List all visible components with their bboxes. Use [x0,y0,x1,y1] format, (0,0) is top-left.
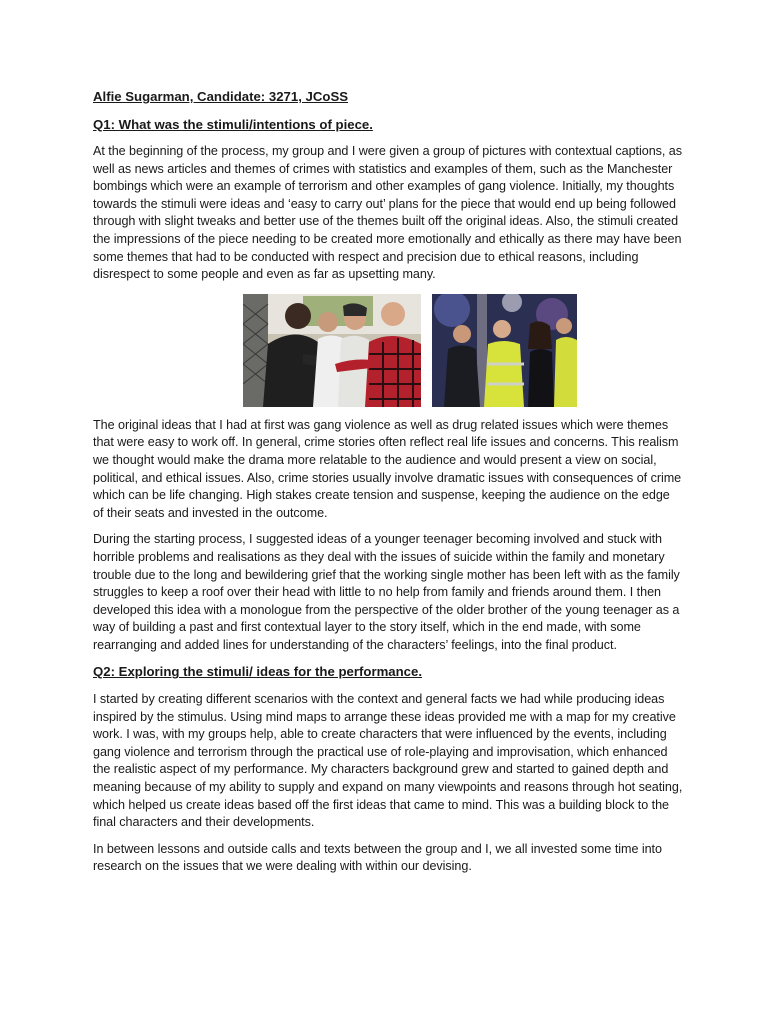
stimulus-images [93,294,683,407]
document-page [93,88,683,885]
author-line: Alfie Sugarman, Candidate: 3271, JCoSS [93,89,349,104]
gang-confrontation-photo [243,294,421,407]
q1-paragraph: At the beginning of the process, my group and I were given a group of pictures with contextual captions, as well as news articles and themes of crimes with statistics and examples of them, such as the Manchester bombings which were an example of terrorism and other examples of gang violence. Initially, my thoughts towards the stimuli were ideas and ‘easy to carry out’ plans for the piece that would end up being followed through with slight tweaks and better use of the themes built off the original ideas. Also, the stimuli created the impressions of the piece needing to be created more emotionally and ethically as there may have been some themes that had to be conducted with respect and precision due to ethical reasons, including disrespect to some people and even as far as upsetting many. [93,144,683,282]
q1-paragraph: During the starting process, I suggested ideas of a younger teenager becoming involved and stuck with horrible problems and realisations as they deal with the issues of suicide within the family and monetary trouble due to the long and bewildering grief that the working single mother has been left with as the family struggles to keep a roof over their head with little to no help from family and friends around them. I then developed this idea with a monologue from the perspective of the older brother of the young teenager as a way of building a past and first contextual layer to the story itself, which in the end made, with some rearranging and added lines for understanding of the characters’ feelings, into the final product. [93,532,680,652]
emergency-responders-photo [432,294,577,407]
q1-heading: Q1: What was the stimuli/intentions of piece. [93,116,373,132]
q1-paragraph: The original ideas that I had at first was gang violence as well as drug related issues which were themes that were easy to work off. In general, crime stories often reflect real life issues and concerns. This realism we thought would make the drama more relatable to the audience and would present a view on social, political, and ethical issues. Also, crime stories usually involve dramatic issues with consequences of crime which can be life changing. High stakes create tension and suspense, keeping the audience on the edge of their seats and invested in the outcome. [93,417,682,520]
q2-paragraph: I started by creating different scenarios with the context and general facts we had while producing ideas inspired by the stimulus. Using mind maps to arrange these ideas provided me with a map for my creative work. I was, with my groups help, able to create characters that were influenced by the events, including gang violence and terrorism through the practical use of role-playing and improvisation, which enhanced the realistic aspect of my performance. My characters background grew and started to gained depth and meaning because of my ability to supply and expand on many viewpoints and reasons through hot seating, which helped us create ideas based off the first ideas that came to mind. This was a building block to the final characters and their developments. [93,691,683,830]
q2-paragraph: In between lessons and outside calls and texts between the group and I, we all invested some time into research on the issues that we were dealing with within our devising. [93,841,662,874]
q2-heading: Q2: Exploring the stimuli/ ideas for the performance. [93,664,423,680]
